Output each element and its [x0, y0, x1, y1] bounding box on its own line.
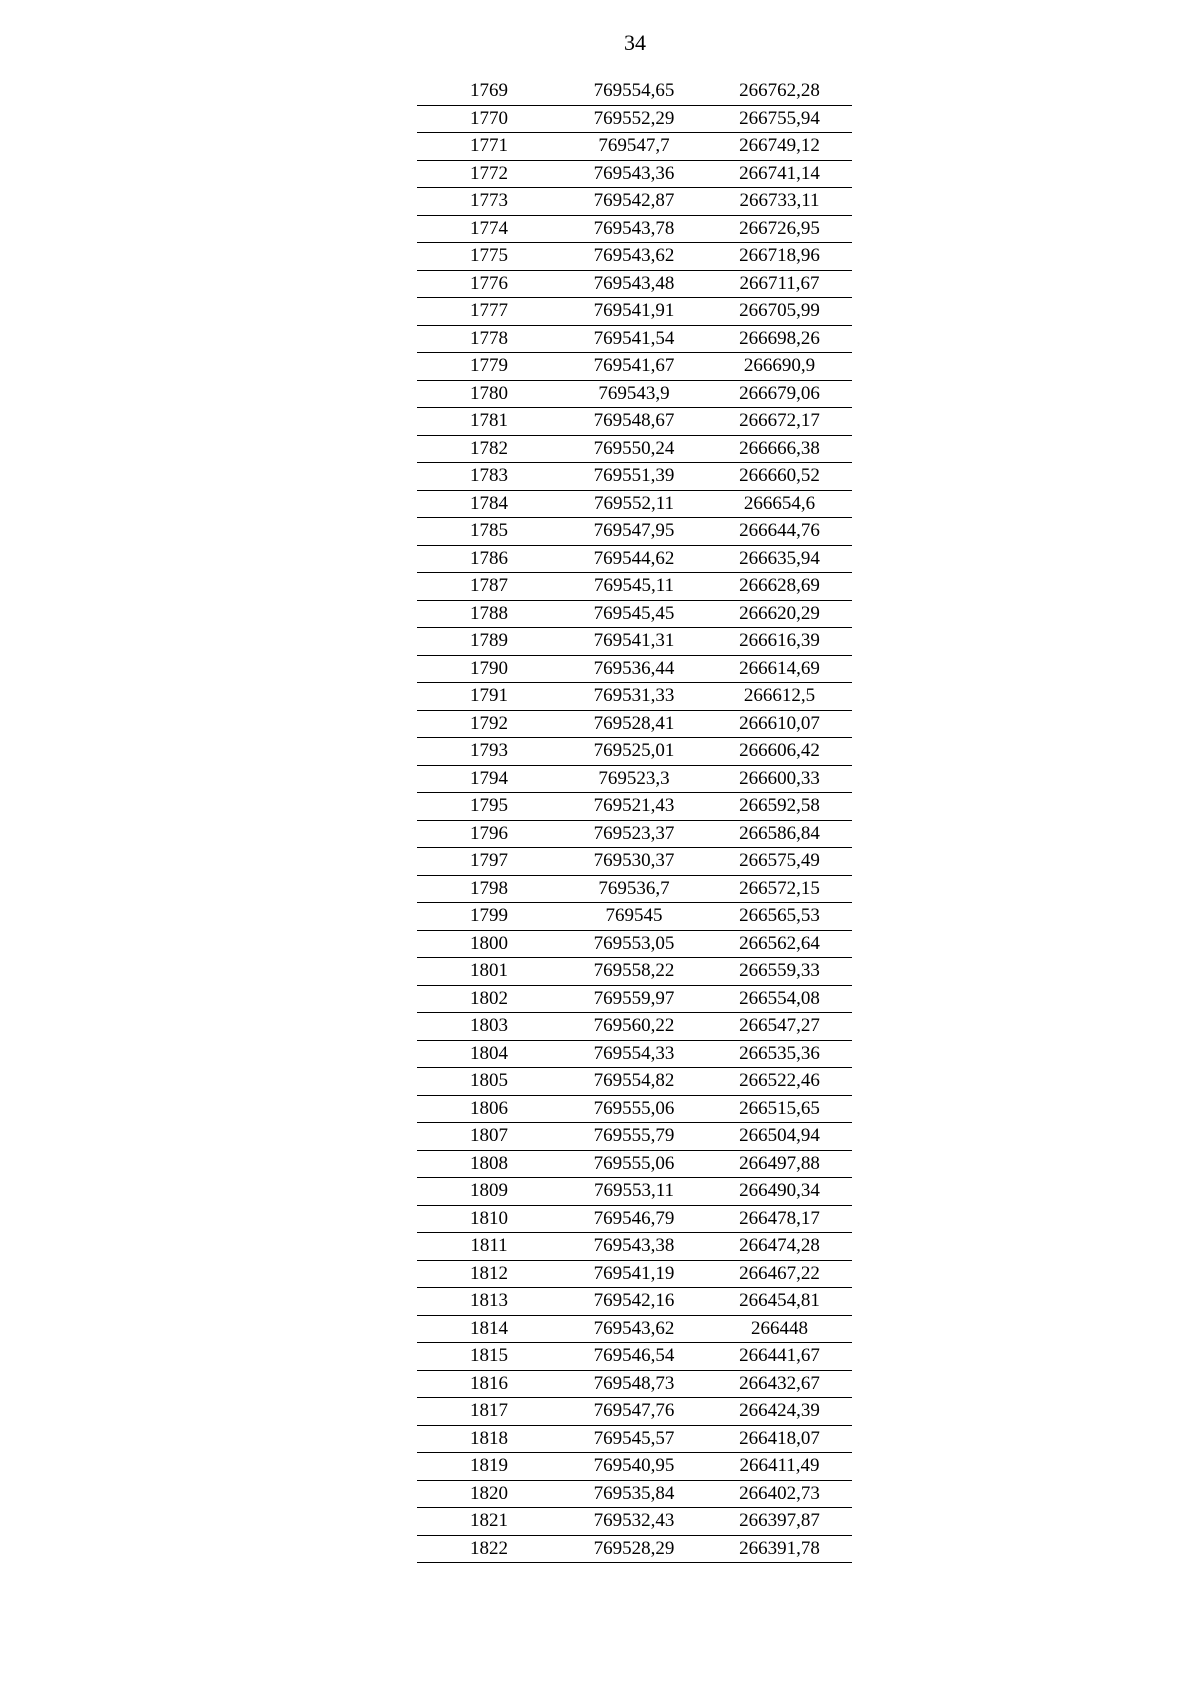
x-coordinate-cell: 769521,43: [561, 793, 707, 821]
point-number-cell: 1816: [417, 1370, 561, 1398]
x-coordinate-cell: 769554,33: [561, 1040, 707, 1068]
table-row: [417, 518, 852, 546]
y-coordinate-cell: 266726,95: [707, 215, 852, 243]
x-coordinate-cell: 769559,97: [561, 985, 707, 1013]
y-coordinate-cell: 266565,53: [707, 903, 852, 931]
table-row: [417, 765, 852, 793]
y-coordinate-cell: 266741,14: [707, 160, 852, 188]
point-number-cell: 1778: [417, 325, 561, 353]
table-row: [417, 1123, 852, 1151]
point-number-cell: 1795: [417, 793, 561, 821]
x-coordinate-cell: 769540,95: [561, 1453, 707, 1481]
y-coordinate-cell: 266679,06: [707, 380, 852, 408]
point-number-cell: 1783: [417, 463, 561, 491]
table-row: [417, 215, 852, 243]
point-number-cell: 1786: [417, 545, 561, 573]
y-coordinate-cell: 266562,64: [707, 930, 852, 958]
y-coordinate-cell: 266705,99: [707, 298, 852, 326]
point-number-cell: 1769: [417, 78, 561, 105]
x-coordinate-cell: 769543,38: [561, 1233, 707, 1261]
y-coordinate-cell: 266554,08: [707, 985, 852, 1013]
point-number-cell: 1787: [417, 573, 561, 601]
point-number-cell: 1820: [417, 1480, 561, 1508]
point-number-cell: 1794: [417, 765, 561, 793]
table-row: [417, 930, 852, 958]
x-coordinate-cell: 769528,41: [561, 710, 707, 738]
x-coordinate-cell: 769551,39: [561, 463, 707, 491]
x-coordinate-cell: 769543,78: [561, 215, 707, 243]
y-coordinate-cell: 266733,11: [707, 188, 852, 216]
x-coordinate-cell: 769548,73: [561, 1370, 707, 1398]
point-number-cell: 1808: [417, 1150, 561, 1178]
page-number: 34: [624, 30, 646, 55]
y-coordinate-cell: 266606,42: [707, 738, 852, 766]
y-coordinate-cell: 266504,94: [707, 1123, 852, 1151]
table-row: [417, 1013, 852, 1041]
x-coordinate-cell: 769536,7: [561, 875, 707, 903]
table-row: [417, 655, 852, 683]
point-number-cell: 1802: [417, 985, 561, 1013]
table-row: [417, 793, 852, 821]
table-row: [417, 848, 852, 876]
point-number-cell: 1779: [417, 353, 561, 381]
table-row: [417, 408, 852, 436]
y-coordinate-cell: 266478,17: [707, 1205, 852, 1233]
point-number-cell: 1796: [417, 820, 561, 848]
table-row: [417, 600, 852, 628]
point-number-cell: 1804: [417, 1040, 561, 1068]
point-number-cell: 1803: [417, 1013, 561, 1041]
point-number-cell: 1771: [417, 133, 561, 161]
table-row: [417, 380, 852, 408]
table-row: [417, 1150, 852, 1178]
x-coordinate-cell: 769542,87: [561, 188, 707, 216]
table-row: [417, 490, 852, 518]
y-coordinate-cell: 266432,67: [707, 1370, 852, 1398]
point-number-cell: 1780: [417, 380, 561, 408]
point-number-cell: 1807: [417, 1123, 561, 1151]
point-number-cell: 1822: [417, 1535, 561, 1563]
point-number-cell: 1800: [417, 930, 561, 958]
x-coordinate-cell: 769552,29: [561, 105, 707, 133]
point-number-cell: 1777: [417, 298, 561, 326]
y-coordinate-cell: 266600,33: [707, 765, 852, 793]
point-number-cell: 1793: [417, 738, 561, 766]
point-number-cell: 1814: [417, 1315, 561, 1343]
x-coordinate-cell: 769528,29: [561, 1535, 707, 1563]
x-coordinate-cell: 769547,76: [561, 1398, 707, 1426]
point-number-cell: 1776: [417, 270, 561, 298]
table-row: [417, 1370, 852, 1398]
table-row: [417, 573, 852, 601]
point-number-cell: 1782: [417, 435, 561, 463]
y-coordinate-cell: 266644,76: [707, 518, 852, 546]
table-row: [417, 985, 852, 1013]
table-row: [417, 1343, 852, 1371]
x-coordinate-cell: 769541,31: [561, 628, 707, 656]
x-coordinate-cell: 769543,9: [561, 380, 707, 408]
table-row: [417, 820, 852, 848]
x-coordinate-cell: 769555,06: [561, 1095, 707, 1123]
y-coordinate-cell: 266391,78: [707, 1535, 852, 1563]
y-coordinate-cell: 266711,67: [707, 270, 852, 298]
y-coordinate-cell: 266755,94: [707, 105, 852, 133]
y-coordinate-cell: 266672,17: [707, 408, 852, 436]
point-number-cell: 1791: [417, 683, 561, 711]
table-row: [417, 1425, 852, 1453]
y-coordinate-cell: 266635,94: [707, 545, 852, 573]
point-number-cell: 1810: [417, 1205, 561, 1233]
point-number-cell: 1797: [417, 848, 561, 876]
x-coordinate-cell: 769545,45: [561, 600, 707, 628]
x-coordinate-cell: 769523,3: [561, 765, 707, 793]
x-coordinate-cell: 769545: [561, 903, 707, 931]
table-row: [417, 1315, 852, 1343]
y-coordinate-cell: 266620,29: [707, 600, 852, 628]
x-coordinate-cell: 769543,48: [561, 270, 707, 298]
x-coordinate-cell: 769541,91: [561, 298, 707, 326]
point-number-cell: 1798: [417, 875, 561, 903]
point-number-cell: 1770: [417, 105, 561, 133]
x-coordinate-cell: 769547,7: [561, 133, 707, 161]
y-coordinate-cell: 266490,34: [707, 1178, 852, 1206]
table-row: [417, 1233, 852, 1261]
y-coordinate-cell: 266762,28: [707, 78, 852, 105]
x-coordinate-cell: 769543,36: [561, 160, 707, 188]
table-row: [417, 875, 852, 903]
x-coordinate-cell: 769525,01: [561, 738, 707, 766]
y-coordinate-cell: 266660,52: [707, 463, 852, 491]
x-coordinate-cell: 769553,05: [561, 930, 707, 958]
y-coordinate-cell: 266424,39: [707, 1398, 852, 1426]
point-number-cell: 1815: [417, 1343, 561, 1371]
table-row: [417, 1205, 852, 1233]
x-coordinate-cell: 769558,22: [561, 958, 707, 986]
y-coordinate-cell: 266467,22: [707, 1260, 852, 1288]
x-coordinate-cell: 769535,84: [561, 1480, 707, 1508]
table-row: [417, 1260, 852, 1288]
point-number-cell: 1817: [417, 1398, 561, 1426]
y-coordinate-cell: 266666,38: [707, 435, 852, 463]
point-number-cell: 1806: [417, 1095, 561, 1123]
y-coordinate-cell: 266441,67: [707, 1343, 852, 1371]
x-coordinate-cell: 769544,62: [561, 545, 707, 573]
table-row: [417, 1040, 852, 1068]
table-row: [417, 325, 852, 353]
x-coordinate-cell: 769523,37: [561, 820, 707, 848]
table-row: [417, 1535, 852, 1563]
table-row: [417, 738, 852, 766]
x-coordinate-cell: 769550,24: [561, 435, 707, 463]
point-number-cell: 1788: [417, 600, 561, 628]
x-coordinate-cell: 769552,11: [561, 490, 707, 518]
y-coordinate-cell: 266397,87: [707, 1508, 852, 1536]
y-coordinate-cell: 266547,27: [707, 1013, 852, 1041]
y-coordinate-cell: 266698,26: [707, 325, 852, 353]
x-coordinate-cell: 769545,11: [561, 573, 707, 601]
table-row: [417, 463, 852, 491]
coordinates-table-body: [417, 78, 852, 1563]
x-coordinate-cell: 769554,65: [561, 78, 707, 105]
table-row: [417, 545, 852, 573]
x-coordinate-cell: 769543,62: [561, 1315, 707, 1343]
x-coordinate-cell: 769545,57: [561, 1425, 707, 1453]
table-row: [417, 133, 852, 161]
point-number-cell: 1773: [417, 188, 561, 216]
point-number-cell: 1789: [417, 628, 561, 656]
y-coordinate-cell: 266612,5: [707, 683, 852, 711]
x-coordinate-cell: 769555,79: [561, 1123, 707, 1151]
y-coordinate-cell: 266586,84: [707, 820, 852, 848]
x-coordinate-cell: 769530,37: [561, 848, 707, 876]
point-number-cell: 1809: [417, 1178, 561, 1206]
x-coordinate-cell: 769547,95: [561, 518, 707, 546]
y-coordinate-cell: 266610,07: [707, 710, 852, 738]
table-row: [417, 188, 852, 216]
point-number-cell: 1774: [417, 215, 561, 243]
point-number-cell: 1790: [417, 655, 561, 683]
table-row: [417, 958, 852, 986]
y-coordinate-cell: 266515,65: [707, 1095, 852, 1123]
y-coordinate-cell: 266402,73: [707, 1480, 852, 1508]
x-coordinate-cell: 769541,19: [561, 1260, 707, 1288]
table-row: [417, 903, 852, 931]
point-number-cell: 1772: [417, 160, 561, 188]
y-coordinate-cell: 266690,9: [707, 353, 852, 381]
x-coordinate-cell: 769548,67: [561, 408, 707, 436]
y-coordinate-cell: 266559,33: [707, 958, 852, 986]
table-row: [417, 628, 852, 656]
x-coordinate-cell: 769555,06: [561, 1150, 707, 1178]
x-coordinate-cell: 769543,62: [561, 243, 707, 271]
point-number-cell: 1775: [417, 243, 561, 271]
point-number-cell: 1818: [417, 1425, 561, 1453]
point-number-cell: 1821: [417, 1508, 561, 1536]
table-row: [417, 1508, 852, 1536]
y-coordinate-cell: 266497,88: [707, 1150, 852, 1178]
y-coordinate-cell: 266654,6: [707, 490, 852, 518]
x-coordinate-cell: 769541,67: [561, 353, 707, 381]
point-number-cell: 1813: [417, 1288, 561, 1316]
y-coordinate-cell: 266575,49: [707, 848, 852, 876]
point-number-cell: 1801: [417, 958, 561, 986]
point-number-cell: 1812: [417, 1260, 561, 1288]
table-row: [417, 1398, 852, 1426]
y-coordinate-cell: 266535,36: [707, 1040, 852, 1068]
table-row: [417, 1178, 852, 1206]
x-coordinate-cell: 769554,82: [561, 1068, 707, 1096]
table-row: [417, 243, 852, 271]
point-number-cell: 1799: [417, 903, 561, 931]
x-coordinate-cell: 769546,79: [561, 1205, 707, 1233]
point-number-cell: 1792: [417, 710, 561, 738]
x-coordinate-cell: 769546,54: [561, 1343, 707, 1371]
x-coordinate-cell: 769532,43: [561, 1508, 707, 1536]
table-row: [417, 160, 852, 188]
table-row: [417, 78, 852, 105]
y-coordinate-cell: 266616,39: [707, 628, 852, 656]
y-coordinate-cell: 266418,07: [707, 1425, 852, 1453]
y-coordinate-cell: 266572,15: [707, 875, 852, 903]
table-row: [417, 1288, 852, 1316]
y-coordinate-cell: 266411,49: [707, 1453, 852, 1481]
table-row: [417, 298, 852, 326]
y-coordinate-cell: 266614,69: [707, 655, 852, 683]
table-row: [417, 435, 852, 463]
x-coordinate-cell: 769560,22: [561, 1013, 707, 1041]
point-number-cell: 1819: [417, 1453, 561, 1481]
point-number-cell: 1785: [417, 518, 561, 546]
x-coordinate-cell: 769536,44: [561, 655, 707, 683]
table-row: [417, 105, 852, 133]
point-number-cell: 1781: [417, 408, 561, 436]
table-row: [417, 1480, 852, 1508]
y-coordinate-cell: 266448: [707, 1315, 852, 1343]
point-number-cell: 1784: [417, 490, 561, 518]
table-row: [417, 1095, 852, 1123]
table-row: [417, 353, 852, 381]
y-coordinate-cell: 266454,81: [707, 1288, 852, 1316]
y-coordinate-cell: 266522,46: [707, 1068, 852, 1096]
x-coordinate-cell: 769541,54: [561, 325, 707, 353]
point-number-cell: 1805: [417, 1068, 561, 1096]
x-coordinate-cell: 769542,16: [561, 1288, 707, 1316]
point-number-cell: 1811: [417, 1233, 561, 1261]
table-row: [417, 683, 852, 711]
y-coordinate-cell: 266628,69: [707, 573, 852, 601]
x-coordinate-cell: 769553,11: [561, 1178, 707, 1206]
y-coordinate-cell: 266474,28: [707, 1233, 852, 1261]
y-coordinate-cell: 266718,96: [707, 243, 852, 271]
table-row: [417, 710, 852, 738]
y-coordinate-cell: 266592,58: [707, 793, 852, 821]
x-coordinate-cell: 769531,33: [561, 683, 707, 711]
y-coordinate-cell: 266749,12: [707, 133, 852, 161]
table-row: [417, 1453, 852, 1481]
coordinates-table: [417, 78, 852, 1563]
table-row: [417, 270, 852, 298]
table-row: [417, 1068, 852, 1096]
